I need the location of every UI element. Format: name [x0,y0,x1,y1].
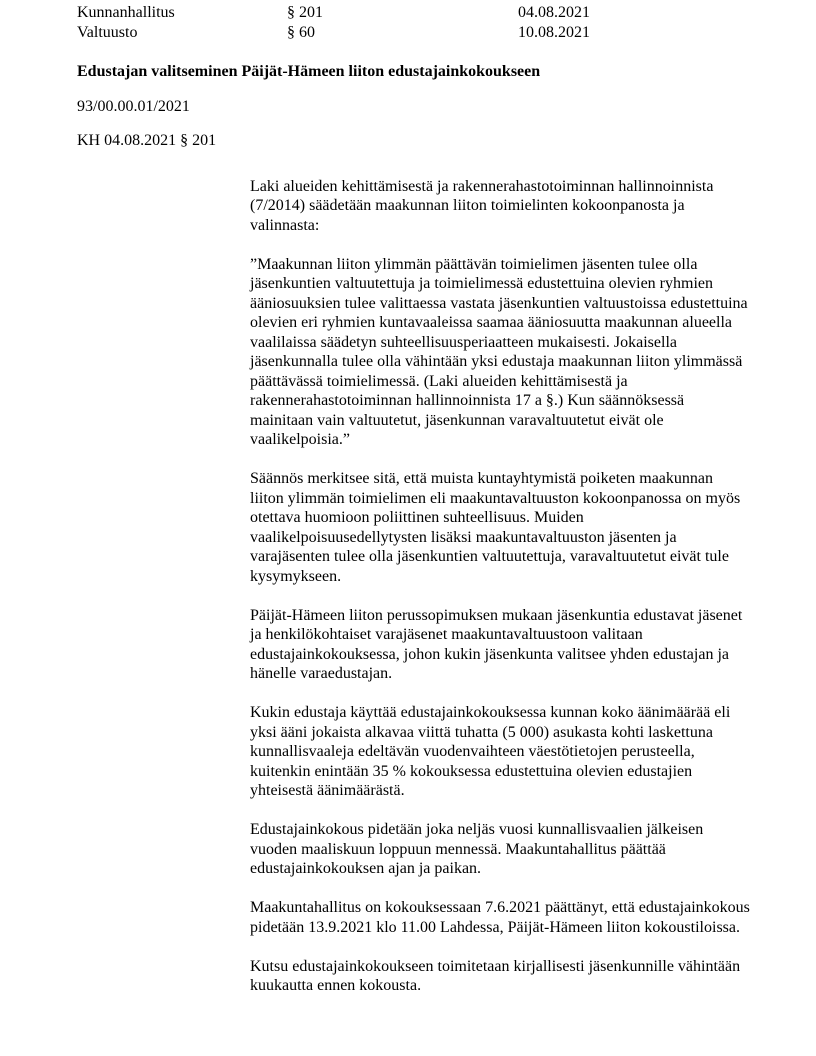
reference-line: KH 04.08.2021 § 201 [77,132,217,149]
document-title: Edustajan valitseminen Päijät-Hämeen liiton edustajainkokoukseen [77,63,541,80]
section-number: § 201 [287,4,323,21]
body-paragraph: Kutsu edustajainkokoukseen toimitetaan kirjallisesti jäsenkunnille vähintään kuukautta ennen kokousta. [250,957,741,994]
body-paragraph: Kukin edustaja käyttää edustajainkokouksessa kunnan koko äänimäärää eli yksi ääni jokaista alkavaa viittä tuhatta (5 000) asukasta kohti laskettuna kunnallisvaaleja edeltävän vuodenvaihteen väestötietojen perusteella, kuitenkin enintään 35 % kokouksessa edustettuina olevien edustajien yhteisestä äänimäärästä. [250,704,731,799]
section-number: § 60 [287,23,315,41]
body-paragraph: Laki alueiden kehittämisestä ja rakennerahastotoiminnan hallinnoinnista (7/2014) säädetään maakunnan liiton toimielinten kokoonpanosta ja valinnasta: [250,177,714,234]
header-row [77,3,776,23]
body-paragraph: Päijät-Hämeen liiton perussopimuksen mukaan jäsenkuntia edustavat jäsenet ja henkilökohtaiset varajäsenet maakuntavaltuustoon valitaan edustajainkokouksessa, johon kukin jäsenkunta valitsee yhden edustajan ja hänelle varaedustajan. [250,606,743,682]
meeting-date: 10.08.2021 [518,23,590,41]
case-number: 93/00.00.01/2021 [77,97,190,115]
body-block [250,177,750,996]
meeting-date: 04.08.2021 [518,4,590,21]
body-paragraph: ”Maakunnan liiton ylimmän päättävän toimielimen jäsenten tulee olla jäsenkuntien valtuutettuja ja toimielimessä edustettuina olevien ryhmien ääniosuuksien tulee valittaessa vastata jäsenkuntien valtuustoissa edustettuina olevien eri ryhmien kuntavaaleissa saamaa ääniosuutta maakunnan alueella vaalilaissa säädetyn suhteellisuusperiaatteen mukaisesti. Jokaisella jäsenkunnalla tulee olla vähintään yksi edustaja maakunnan liiton ylimmässä päättävässä toimielimessä. (Laki alueiden kehittämisestä ja rakennerahastotoiminnan hallinnoinnista 17 a §.) Kun säännöksessä mainitaan vain valtuutetut, jäsenkunnan varavaltuutetut eivät ole vaalikelpoisia.” [250,255,748,448]
body-paragraph: Edustajainkokous pidetään joka neljäs vuosi kunnallisvaalien jälkeisen vuoden maaliskuun loppuun mennessä. Maakuntahallitus päättää edustajainkokouksen ajan ja paikan. [250,821,704,877]
org-name: Valtuusto [77,23,138,41]
body-paragraph: Maakuntahallitus on kokouksessaan 7.6.2021 päättänyt, että edustajainkokous pidetään 13.9.2021 klo 11.00 Lahdessa, Päijät-Hämeen liiton kokoustiloissa. [250,899,750,936]
body-paragraph: Säännös merkitsee sitä, että muista kuntayhtymistä poiketen maakunnan liiton ylimmän toimielimen eli maakuntavaltuuston kokoonpanossa on myös otettava huomioon poliittinen suhteellisuus. Muiden vaalikelpoisuusedellytysten lisäksi maakuntavaltuuston jäsenten ja varajäsenten tulee olla jäsenkuntien valtuutettuja, varavaltuutetut eivät tule kysymykseen. [250,470,741,585]
header-row [77,23,776,43]
org-name: Kunnanhallitus [77,4,175,21]
